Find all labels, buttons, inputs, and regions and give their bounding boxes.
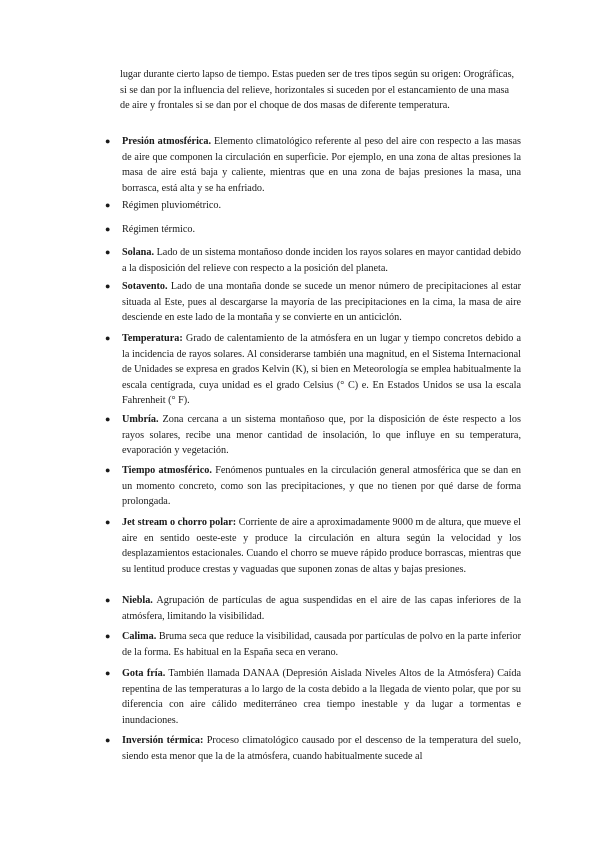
- definition: Régimen pluviométrico.: [122, 200, 222, 211]
- term: Umbría.: [122, 414, 159, 425]
- bullet-icon: ●: [105, 517, 111, 527]
- definition: Fenómenos puntuales en la circulación general atmosférica que se dan en un momento concreto, como son las precipitaciones, y que no tienen por qué darse de forma prolongada.: [122, 465, 522, 508]
- definition: Elemento climatológico referente al peso del aire con respecto a las masas de aire que componen la circulación en superficie. Por ejemplo, en una zona de altas presiones la masa de aire está baja y caliente, mientras que en una zona de bajas presiones la masa, una borrasca, está alta y se ha enfriado.: [122, 136, 521, 194]
- definition: Agrupación de partículas de agua suspendidas en el aire de las capas inferiores de la atmósfera, limitando la visibilidad.: [122, 595, 521, 622]
- term: Presión atmosférica.: [122, 136, 212, 147]
- list-item: [105, 245, 521, 276]
- term: Inversión térmica:: [122, 735, 204, 746]
- definition: Corriente de aire a aproximadamente 9000 m de altura, que mueve el aire en sentido oeste-este y produce la circulación en altura según la velocidad y los desplazamientos estacionales. Cuando el chorro se mueve rápido produce borrascas, mientras que su lentitud produce crestas y vaguadas que suponen zonas de altas y bajas presiones.: [122, 517, 521, 575]
- definition: También llamada DANAA (Depresión Aislada Niveles Altos de la Atmósfera) Caída repentina de las temperaturas a lo largo de la costa debido a la llegada de viento polar, que por su diferencia con aire cálido mediterráneo crea tiempo inestable y da lugar a tormentas e inundaciones.: [122, 668, 521, 726]
- bullet-icon: ●: [105, 735, 111, 745]
- definition: Lado de una montaña donde se sucede un menor número de precipitaciones al estar situada al Este, pues al descargarse la mayoría de las precipitaciones en la cima, la masa de aire desciende en este lado de la montaña y se convierte en un anticiclón.: [122, 281, 521, 324]
- bullet-icon: ●: [105, 465, 111, 475]
- list-item: [105, 666, 521, 728]
- term: Calima.: [122, 631, 157, 642]
- definition: Grado de calentamiento de la atmósfera en un lugar y tiempo concretos debido a la incidencia de rayos solares. Al considerarse también una magnitud, en el Sistema Internacional de Unidades se expresa en grados Kelvin (K), si bien en Meteorología se emplea habitualmente la escala centígrada, cuya unidad es el grado Celsius (° C) e. En Estados Unidos se usa la escala Fahrenheit (° F).: [122, 333, 521, 407]
- definition: Bruma seca que reduce la visibilidad, causada por partículas de polvo en la parte inferior de la forma. Es habitual en la España seca en verano.: [122, 631, 521, 658]
- definition: Zona cercana a un sistema montañoso que, por la disposición de éste respecto a los rayos solares, recibe una menor cantidad de insolación, lo que influye en su temperatura, evaporación y vegetación.: [122, 414, 521, 457]
- list-item: [105, 331, 521, 409]
- list-item: [105, 198, 521, 214]
- definition: Lado de un sistema montañoso donde inciden los rayos solares en mayor cantidad debido a la disposición del relieve con respecto a la posición del planeta.: [122, 247, 521, 274]
- intro-paragraph: lugar durante cierto lapso de tiempo. Estas pueden ser de tres tipos según su origen: Orográficas, si se dan por la influencia del relieve, horizontales si suceden por el estancamiento de una masa de aire y frontales si se dan por el choque de dos masas de diferente temperatura.: [120, 69, 515, 112]
- list-item: [105, 629, 521, 660]
- list-item: [105, 593, 521, 624]
- bullet-icon: ●: [105, 333, 111, 343]
- list-item: [105, 733, 521, 764]
- bullet-icon: ●: [105, 668, 111, 678]
- list-item: [105, 134, 521, 196]
- list-item: [105, 463, 521, 510]
- term: Sotavento.: [122, 281, 168, 292]
- bullet-icon: ●: [105, 200, 111, 210]
- list-item: [105, 412, 521, 459]
- bullet-icon: ●: [105, 281, 111, 291]
- term: Niebla.: [122, 595, 153, 606]
- definition: Proceso climatológico causado por el descenso de la temperatura del suelo, siendo esta menor que la de la atmósfera, cuando habitualmente sucede al: [122, 735, 521, 762]
- bullet-icon: ●: [105, 136, 111, 146]
- term: Gota fría.: [122, 668, 166, 679]
- definition: Régimen térmico.: [122, 224, 195, 235]
- list-item: [105, 515, 521, 577]
- term: Jet stream o chorro polar:: [122, 517, 237, 528]
- list-item: [105, 279, 521, 326]
- bullet-icon: ●: [105, 414, 111, 424]
- term: Solana.: [122, 247, 154, 258]
- bullet-icon: ●: [105, 247, 111, 257]
- term: Temperatura:: [122, 333, 183, 344]
- bullet-icon: ●: [105, 631, 111, 641]
- bullet-icon: ●: [105, 595, 111, 605]
- list-item: [105, 222, 521, 238]
- bullet-icon: ●: [105, 224, 111, 234]
- term: Tiempo atmosférico.: [122, 465, 212, 476]
